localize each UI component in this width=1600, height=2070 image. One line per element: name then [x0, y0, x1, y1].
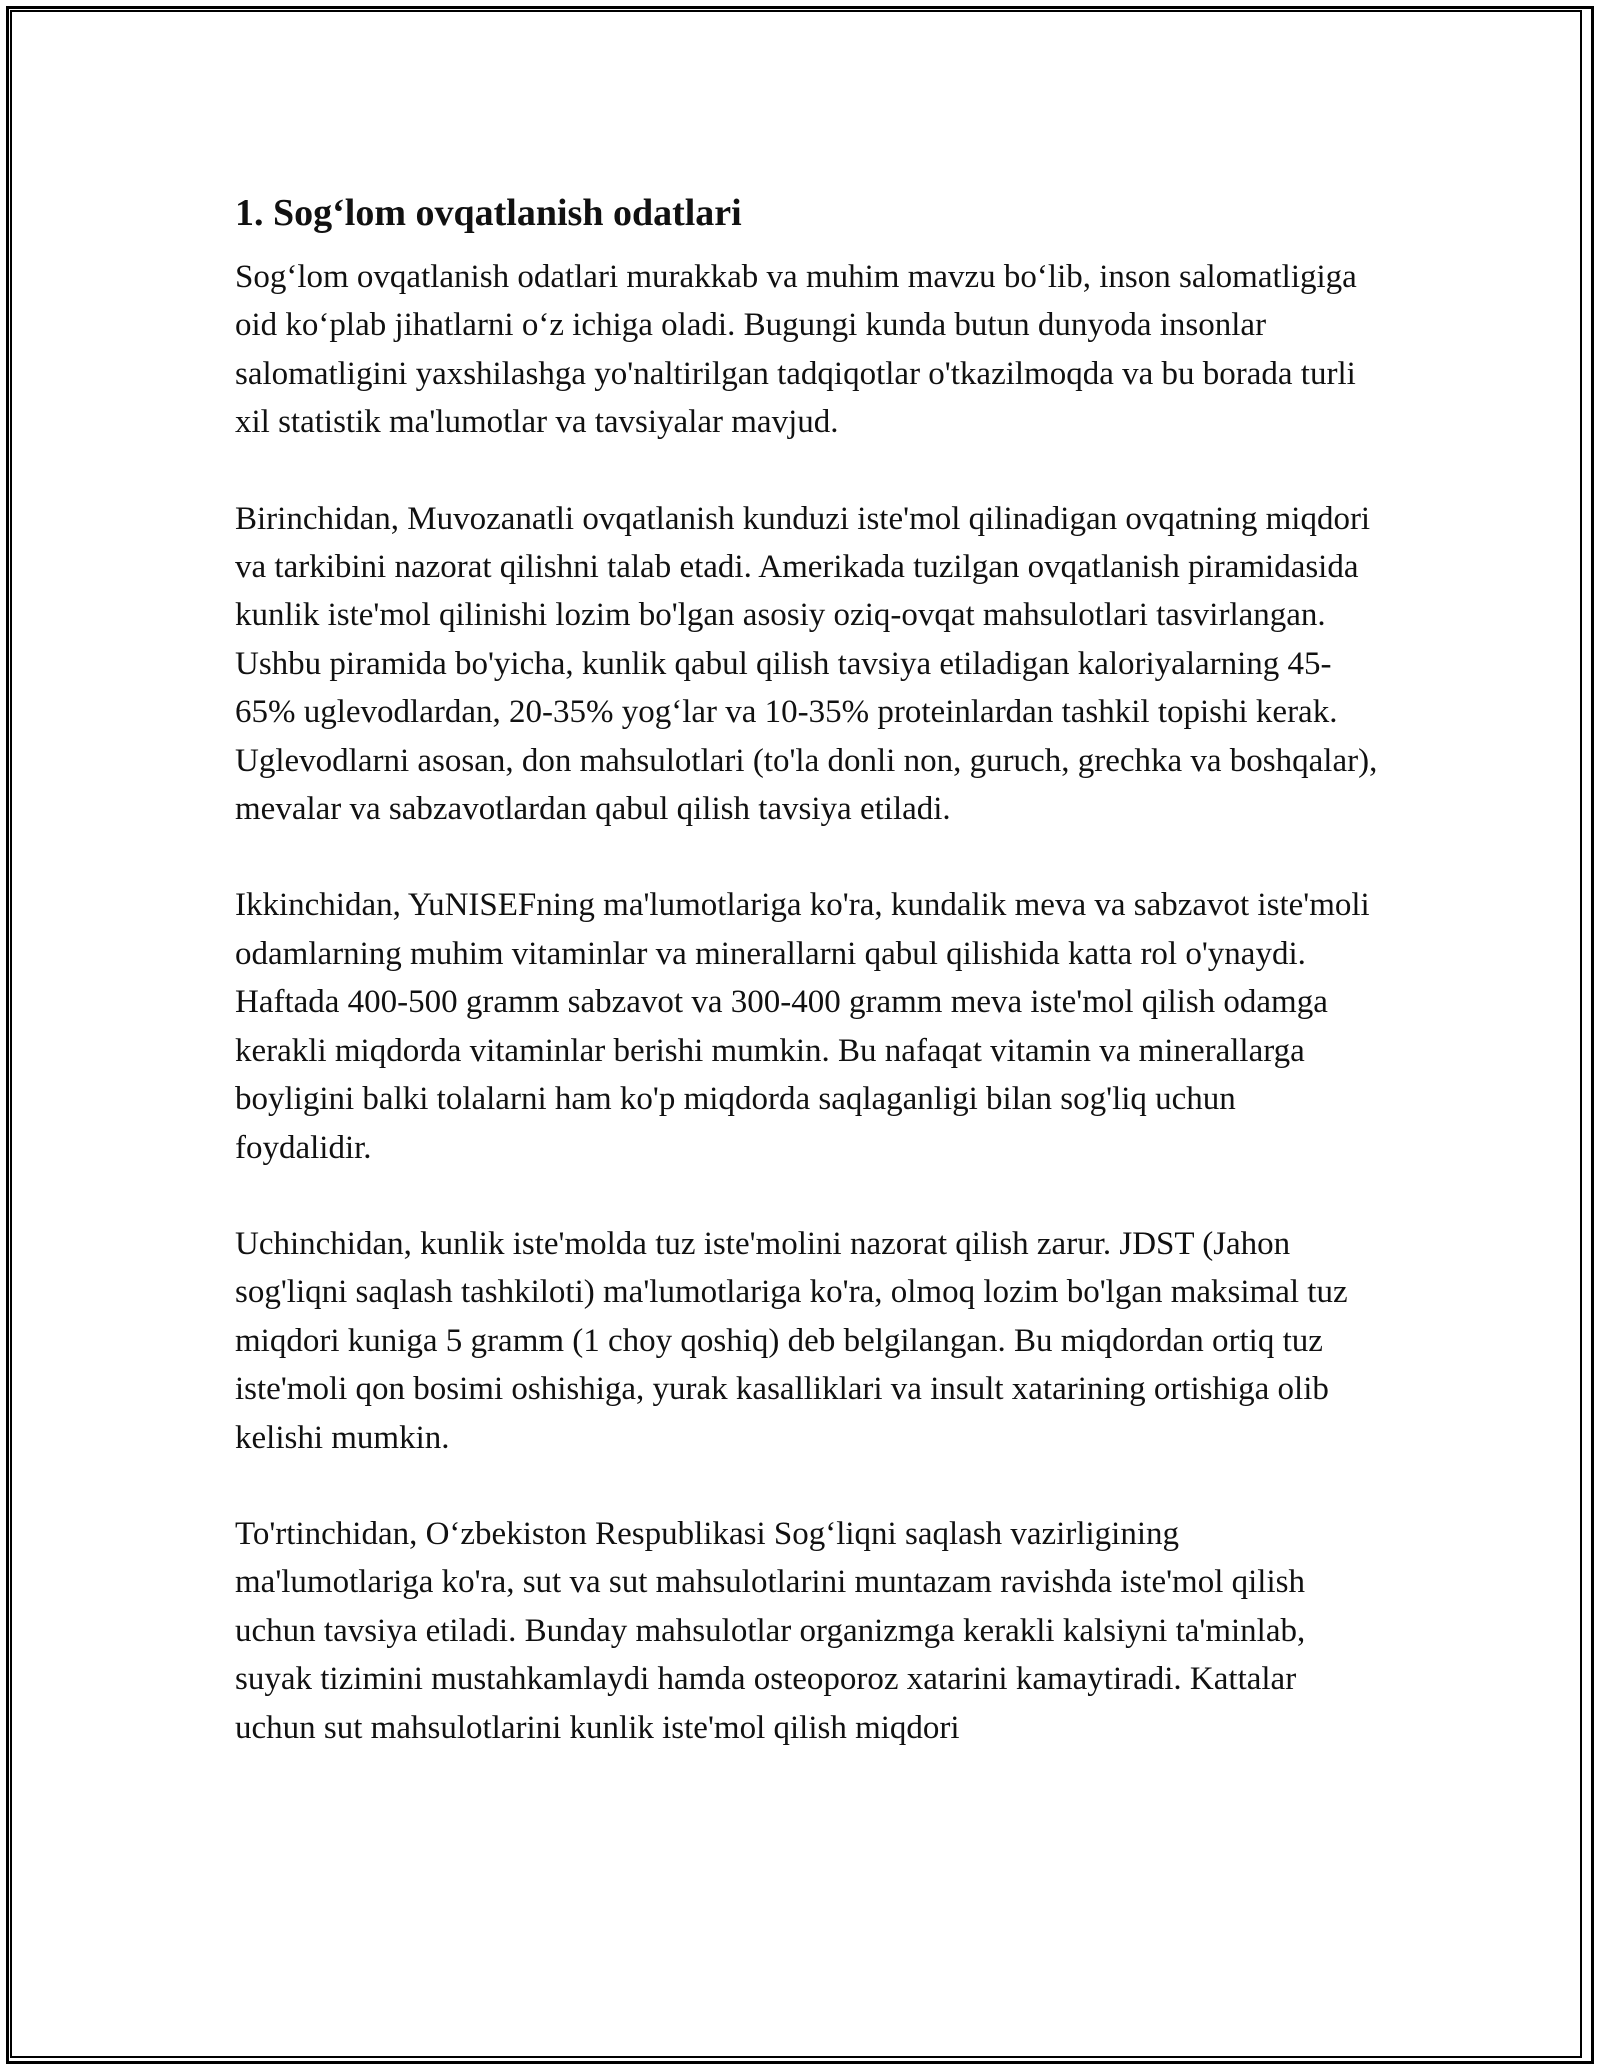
document-body	[235, 185, 1380, 1752]
paragraph-second: Ikkinchidan, YuNISEFning ma'lumotlariga ko'ra, kundalik meva va sabzavot iste'moli odamlarning muhim vitaminlar va minerallarni qabul qilishida katta rol o'ynaydi. Haftada 400-500 gramm sabzavot va 300-400 gramm meva iste'mol qilish odamga kerakli miqdorda vitaminlar berishi mumkin. Bu nafaqat vitamin va minerallarga boyligini balki tolalarni ham ko'p miqdorda saqlaganligi bilan sog'liq uchun foydalidir.	[235, 887, 1370, 1166]
section-heading: 1. Sog‘lom ovqatlanish odatlari	[235, 192, 742, 234]
paragraph-first: Birinchidan, Muvozanatli ovqatlanish kunduzi iste'mol qilinadigan ovqatning miqdori va tarkibini nazorat qilishni talab etadi. Amerikada tuzilgan ovqatlanish piramidasida kunlik iste'mol qilinishi lozim bo'lgan asosiy oziq-ovqat mahsulotlari tasvirlangan. Ushbu piramida bo'yicha, kunlik qabul qilish tavsiya etiladigan kaloriyalarning 45-65% uglevodlardan, 20-35% yog‘lar va 10-35% proteinlardan tashkil topishi kerak. Uglevodlarni asosan, don mahsulotlari (to'la donli non, guruch, grechka va boshqalar), mevalar va sabzavotlardan qabul qilish tavsiya etiladi.	[235, 500, 1378, 828]
paragraph-fourth: To'rtinchidan, O‘zbekiston Respublikasi Sog‘liqni saqlash vazirligining ma'lumotlariga ko'ra, sut va sut mahsulotlarini muntazam ravishda iste'mol qilish uchun tavsiya etiladi. Bunday mahsulotlar organizmga kerakli kalsiyni ta'minlab, suyak tizimini mustahkamlaydi hamda osteoporoz xatarini kamaytiradi. Kattalar uchun sut mahsulotlarini kunlik iste'mol qilish miqdori	[235, 1515, 1306, 1746]
paragraph-third: Uchinchidan, kunlik iste'molda tuz iste'molini nazorat qilish zarur. JDST (Jahon sog'liqni saqlash tashkiloti) ma'lumotlariga ko'ra, olmoq lozim bo'lgan maksimal tuz miqdori kuniga 5 gramm (1 choy qoshiq) deb belgilangan. Bu miqdordan ortiq tuz iste'moli qon bosimi oshishiga, yurak kasalliklari va insult xatarining ortishiga olib kelishi mumkin.	[235, 1225, 1348, 1456]
paragraph-intro: Sog‘lom ovqatlanish odatlari murakkab va muhim mavzu bo‘lib, inson salomatligiga oid ko‘plab jihatlarni o‘z ichiga oladi. Bugungi kunda butun dunyoda insonlar salomatligini yaxshilashga yo'naltirilgan tadqiqotlar o'tkazilmoqda va bu borada turli xil statistik ma'lumotlar va tavsiyalar mavjud.	[235, 259, 1357, 441]
